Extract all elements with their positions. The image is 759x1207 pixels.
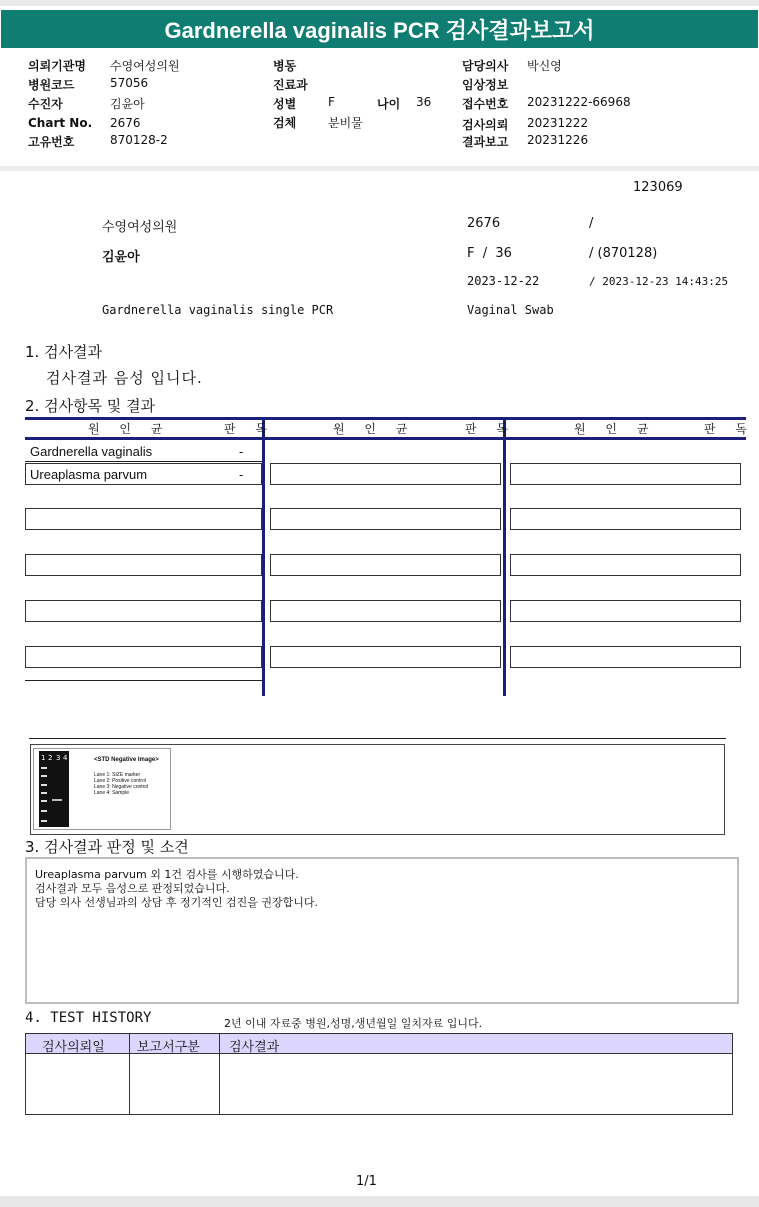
bottom-strip bbox=[0, 1196, 759, 1207]
gel-band bbox=[41, 792, 47, 794]
header-label-unique-no: 고유번호 bbox=[28, 135, 75, 149]
opinion-line: Ureaplasma parvum 외 1건 검사를 시행하였습니다. bbox=[35, 868, 299, 881]
gel-note: Lane 1: SIZE marker bbox=[94, 772, 141, 778]
result-row-rule bbox=[25, 461, 262, 462]
result-cell-box bbox=[25, 554, 262, 576]
header-label-receipt-no: 접수번호 bbox=[462, 97, 509, 111]
gel-band bbox=[41, 820, 47, 822]
header-label-dept: 진료과 bbox=[273, 78, 308, 92]
col-header-result-3: 판 독 bbox=[704, 422, 755, 436]
col-header-result-1: 판 독 bbox=[224, 422, 275, 436]
gel-lanes-image bbox=[39, 751, 69, 827]
gel-band bbox=[41, 810, 47, 812]
opinion-line: 검사결과 모두 음성으로 판정되었습니다. bbox=[35, 882, 230, 895]
col-header-organism-1: 원 인 균 bbox=[88, 422, 171, 436]
summary-request-date: 2023-12-22 bbox=[467, 274, 540, 288]
section2-heading: 2. 검사항목 및 결과 bbox=[25, 397, 156, 415]
header-value-request-date: 20231222 bbox=[527, 116, 589, 130]
result-cell-box bbox=[25, 508, 262, 530]
summary-code: 123069 bbox=[633, 180, 683, 195]
section4-heading: 4. TEST HISTORY bbox=[25, 1010, 152, 1026]
header-label-clinic: 의뢰기관명 bbox=[28, 59, 86, 73]
summary-sex-age: F / 36 bbox=[467, 246, 512, 261]
result-cell-box bbox=[25, 600, 262, 622]
gel-note: Lane 4: Sample bbox=[94, 790, 130, 796]
summary-clinic: 수영여성의원 bbox=[102, 220, 178, 235]
result-cell-box bbox=[270, 508, 501, 530]
history-col-report-type: 보고서구분 bbox=[137, 1040, 200, 1055]
header-value-unique-no: 870128-2 bbox=[110, 133, 168, 147]
header-value-specimen: 분비물 bbox=[328, 116, 363, 130]
header-value-sex: F bbox=[328, 95, 335, 109]
gel-lane-number: 2 bbox=[48, 754, 53, 762]
result-row-result: - bbox=[239, 444, 244, 459]
header-label-report-date: 결과보고 bbox=[462, 135, 509, 149]
result-cell-box bbox=[270, 646, 501, 668]
page-number: 1/1 bbox=[356, 1174, 377, 1189]
results-table-bottom-rule bbox=[25, 680, 262, 681]
result-cell-box bbox=[270, 600, 501, 622]
result-row-result: - bbox=[239, 467, 244, 482]
result-cell-box bbox=[510, 463, 741, 485]
gel-note: Lane 3: Negative control bbox=[94, 784, 149, 790]
result-row-organism: Ureaplasma parvum bbox=[30, 467, 148, 482]
result-cell-box bbox=[510, 600, 741, 622]
summary-birth: / (870128) bbox=[589, 246, 658, 261]
result-cell-box bbox=[25, 646, 262, 668]
top-toolbar-strip bbox=[0, 0, 759, 6]
summary-chart-no: 2676 bbox=[467, 216, 501, 231]
section3-heading: 3. 검사결과 판정 및 소견 bbox=[25, 838, 189, 856]
result-cell-box bbox=[510, 646, 741, 668]
gel-band bbox=[41, 767, 47, 769]
header-value-receipt-no: 20231222-66968 bbox=[527, 95, 631, 109]
results-table-divider-1 bbox=[262, 417, 265, 696]
section1-result-text: 검사결과 음성 입니다. bbox=[46, 369, 203, 387]
header-label-patient: 수진자 bbox=[28, 97, 63, 111]
summary-slash: / bbox=[589, 216, 594, 231]
result-cell-box bbox=[270, 554, 501, 576]
history-col-result: 검사결과 bbox=[229, 1040, 280, 1055]
header-label-doctor: 담당의사 bbox=[462, 59, 509, 73]
header-label-specimen: 검체 bbox=[273, 116, 297, 130]
gel-top-rule bbox=[29, 738, 726, 739]
header-label-chart-no: Chart No. bbox=[28, 116, 93, 130]
result-row-organism: Gardnerella vaginalis bbox=[30, 444, 153, 459]
history-table-header bbox=[26, 1034, 732, 1054]
gel-band bbox=[41, 784, 47, 786]
summary-test-name: Gardnerella vaginalis single PCR bbox=[102, 303, 334, 317]
col-header-organism-2: 원 인 균 bbox=[333, 422, 416, 436]
col-header-organism-3: 원 인 균 bbox=[574, 422, 657, 436]
header-label-request-date: 검사의뢰 bbox=[462, 118, 509, 132]
history-col-divider bbox=[219, 1034, 220, 1114]
header-label-age: 나이 bbox=[377, 97, 401, 111]
gel-title: <STD Negative Image> bbox=[94, 757, 159, 763]
header-divider bbox=[0, 166, 759, 171]
gel-lane-number: 3 bbox=[56, 754, 61, 762]
result-cell-box bbox=[510, 554, 741, 576]
results-table-divider-2 bbox=[503, 417, 506, 696]
gel-band bbox=[41, 800, 47, 802]
header-value-patient: 김윤아 bbox=[110, 97, 145, 111]
gel-lane-number: 1 bbox=[41, 754, 46, 762]
header-value-hospital-code: 57056 bbox=[110, 76, 149, 90]
result-cell-box bbox=[510, 508, 741, 530]
report-title: Gardnerella vaginalis PCR 검사결과보고서 bbox=[1, 10, 758, 48]
header-value-age: 36 bbox=[416, 95, 432, 109]
summary-patient: 김윤아 bbox=[102, 250, 140, 265]
section1-heading: 1. 검사결과 bbox=[25, 343, 103, 361]
header-value-chart-no: 2676 bbox=[110, 116, 141, 130]
header-label-clinical-info: 임상정보 bbox=[462, 78, 509, 92]
gel-band bbox=[41, 775, 47, 777]
summary-report-datetime: / 2023-12-23 14:43:25 bbox=[589, 275, 729, 288]
gel-lane-number: 4 bbox=[63, 754, 68, 762]
history-col-divider bbox=[129, 1034, 130, 1114]
header-value-report-date: 20231226 bbox=[527, 133, 589, 147]
header-value-doctor: 박신영 bbox=[527, 59, 562, 73]
header-label-ward: 병동 bbox=[273, 59, 297, 73]
gel-band bbox=[52, 799, 62, 801]
header-label-hospital-code: 병원코드 bbox=[28, 78, 75, 92]
header-value-clinic: 수영여성의원 bbox=[110, 59, 180, 73]
results-table-header-rule bbox=[25, 437, 746, 440]
col-header-result-2: 판 독 bbox=[465, 422, 516, 436]
header-label-sex: 성별 bbox=[273, 97, 297, 111]
gel-note: Lane 2: Positive control bbox=[94, 778, 146, 784]
result-cell-box bbox=[270, 463, 501, 485]
history-note: 2년 이내 자료중 병원,성명,생년월일 일치자료 입니다. bbox=[224, 1017, 483, 1030]
history-col-request-date: 검사의뢰일 bbox=[42, 1040, 105, 1055]
opinion-line: 담당 의사 선생님과의 상담 후 정기적인 검진을 권장합니다. bbox=[35, 896, 318, 909]
summary-specimen: Vaginal Swab bbox=[467, 303, 554, 317]
